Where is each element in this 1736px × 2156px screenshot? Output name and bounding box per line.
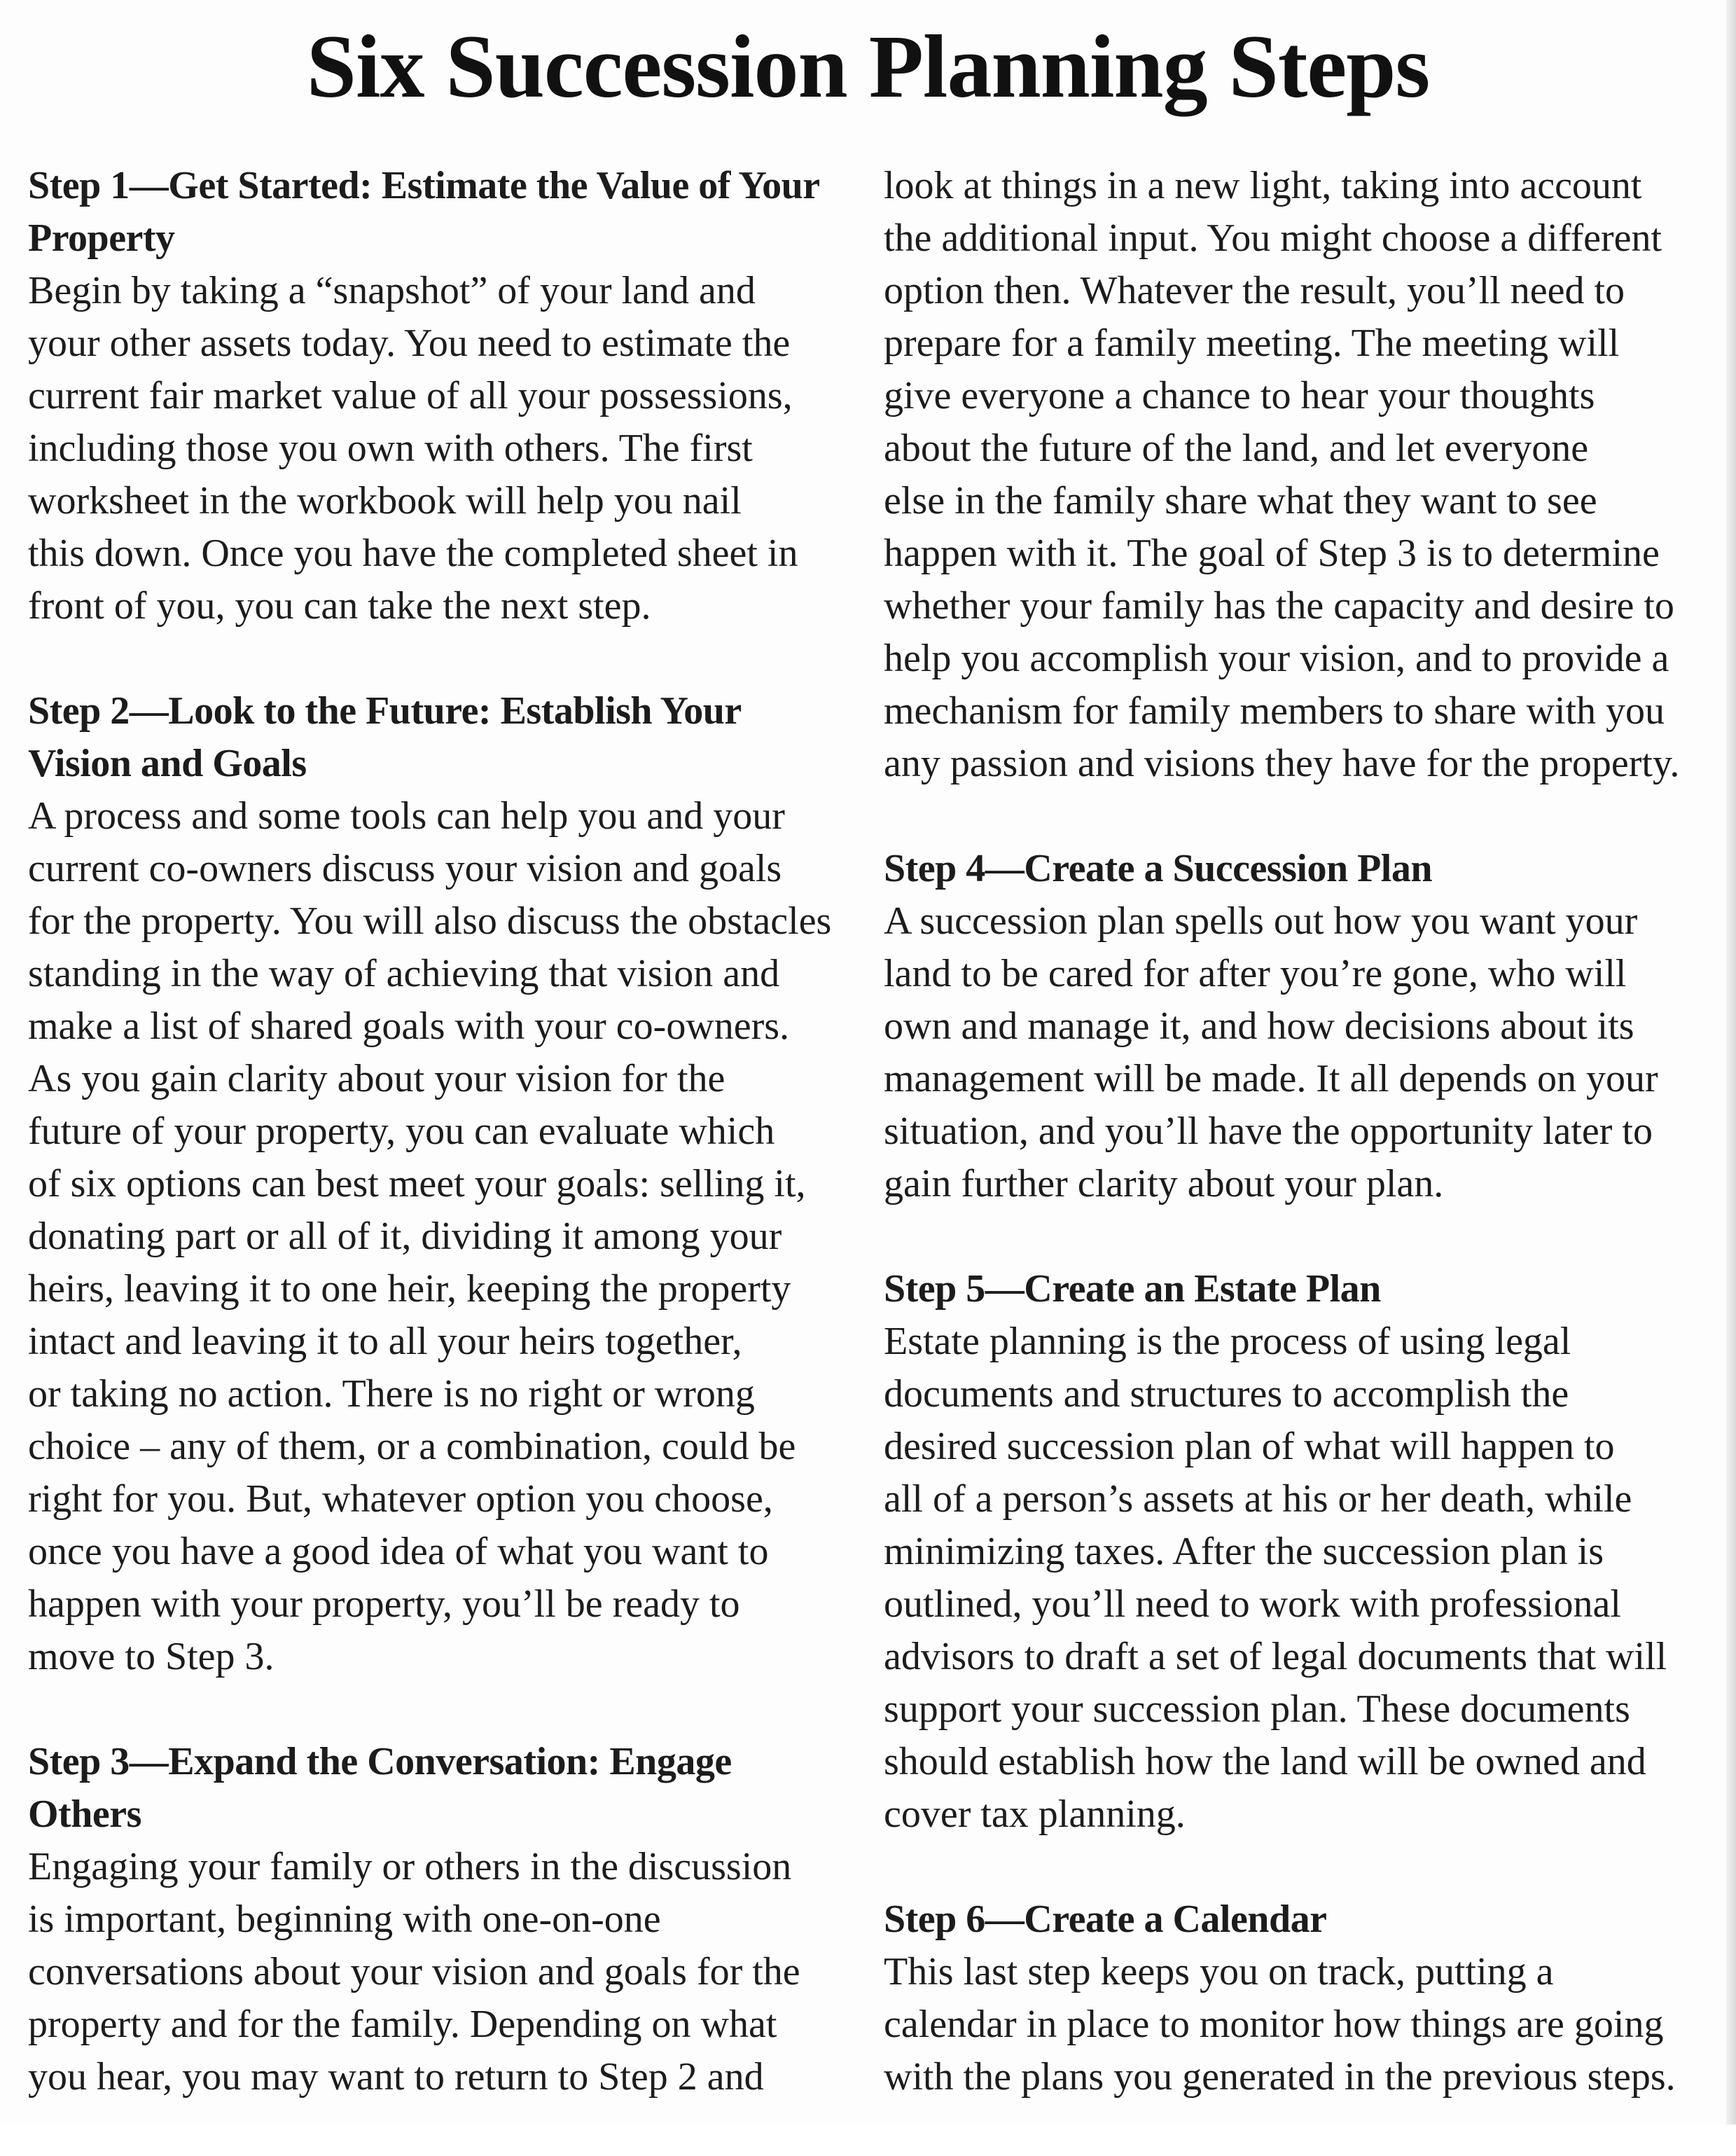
- body-line: standing in the way of achieving that vision and: [28, 952, 780, 995]
- heading-line: Property: [28, 216, 175, 260]
- body-line: give everyone a chance to hear your thoughts: [884, 374, 1595, 417]
- page-title: Six Succession Planning Steps: [306, 17, 1430, 116]
- body-line: option then. Whatever the result, you’ll need to: [884, 269, 1625, 312]
- heading-line: Step 4—Create a Succession Plan: [884, 847, 1432, 890]
- body-line: make a list of shared goals with your co-owners.: [28, 1004, 790, 1048]
- body-line: management will be made. It all depends on your: [884, 1057, 1658, 1100]
- body-line: property and for the family. Depending on what: [28, 2003, 777, 2046]
- body-line: mechanism for family members to share with you: [884, 689, 1665, 733]
- body-line: your other assets today. You need to estimate the: [28, 322, 791, 365]
- heading-line: Step 3—Expand the Conversation: Engage: [28, 1740, 732, 1783]
- body-line: heirs, leaving it to one heir, keeping the property: [28, 1267, 791, 1311]
- body-line: look at things in a new light, taking into account: [884, 164, 1642, 207]
- step-5-body: [884, 1315, 1710, 1841]
- body-line: documents and structures to accomplish the: [884, 1372, 1569, 1416]
- body-line: Engaging your family or others in the discussion: [28, 1845, 792, 1888]
- right-column: [884, 160, 1710, 2156]
- body-line: donating part or all of it, dividing it among your: [28, 1215, 782, 1258]
- step-3-heading: [28, 1736, 868, 1841]
- body-line: conversations about your vision and goals for the: [28, 1950, 800, 1993]
- body-line: front of you, you can take the next step.: [28, 584, 651, 628]
- step-5: [884, 1263, 1710, 1841]
- body-line: advisors to draft a set of legal documents that will: [884, 1635, 1667, 1678]
- body-line: prepare for a family meeting. The meeting will: [884, 322, 1620, 365]
- step-3: [28, 1736, 868, 2103]
- body-line: any passion and visions they have for the property.: [884, 742, 1680, 785]
- step-1-body: [28, 265, 868, 633]
- body-line: As you gain clarity about your vision for the: [28, 1057, 725, 1100]
- step-4: [884, 843, 1710, 1210]
- body-line: right for you. But, whatever option you choose,: [28, 1477, 773, 1521]
- body-line: for the property. You will also discuss the obstacles: [28, 899, 832, 943]
- body-line: A process and some tools can help you and your: [28, 794, 785, 838]
- body-line: support your succession plan. These documents: [884, 1687, 1630, 1731]
- body-line: with the plans you generated in the previous steps.: [884, 2055, 1676, 2099]
- step-3-continued-body: [884, 160, 1710, 790]
- heading-line: Step 2—Look to the Future: Establish Your: [28, 689, 742, 733]
- body-line: situation, and you’ll have the opportunity later to: [884, 1110, 1653, 1153]
- body-line: the additional input. You might choose a different: [884, 216, 1662, 260]
- step-6: [884, 1893, 1710, 2103]
- body-line: choice – any of them, or a combination, could be: [28, 1425, 796, 1468]
- heading-line: Vision and Goals: [28, 742, 307, 785]
- body-line: current fair market value of all your possessions,: [28, 374, 793, 417]
- body-line: desired succession plan of what will happen to: [884, 1425, 1615, 1468]
- body-line: calendar in place to monitor how things are going: [884, 2003, 1664, 2046]
- step-6-body: [884, 1946, 1710, 2103]
- step-3-body: [28, 1841, 868, 2103]
- step-4-heading: [884, 843, 1710, 895]
- body-line: land to be cared for after you’re gone, who will: [884, 952, 1627, 995]
- body-line: Estate planning is the process of using legal: [884, 1320, 1571, 1363]
- body-line: of six options can best meet your goals: selling it,: [28, 1162, 806, 1205]
- step-1-heading: [28, 160, 868, 265]
- body-line: move to Step 3.: [28, 1635, 275, 1678]
- body-line: cover tax planning.: [884, 1792, 1186, 1836]
- step-3-continuation: [884, 160, 1710, 790]
- heading-line: Others: [28, 1792, 141, 1836]
- body-line: outlined, you’ll need to work with professional: [884, 1582, 1621, 1626]
- body-line: intact and leaving it to all your heirs together,: [28, 1320, 742, 1363]
- left-column: [28, 160, 868, 2156]
- step-4-body: [884, 895, 1710, 1210]
- body-line: own and manage it, and how decisions about its: [884, 1004, 1634, 1048]
- body-line: Begin by taking a “snapshot” of your land and: [28, 269, 756, 312]
- heading-line: Step 1—Get Started: Estimate the Value of Your: [28, 164, 820, 207]
- body-line: This last step keeps you on track, putting a: [884, 1950, 1554, 1993]
- body-line: should establish how the land will be owned and: [884, 1740, 1646, 1783]
- body-line: this down. Once you have the completed sheet in: [28, 532, 798, 575]
- body-line: you hear, you may want to return to Step 2 and: [28, 2055, 764, 2099]
- body-line: happen with it. The goal of Step 3 is to determine: [884, 532, 1660, 575]
- body-line: about the future of the land, and let everyone: [884, 427, 1589, 470]
- step-2-heading: [28, 685, 868, 790]
- body-line: worksheet in the workbook will help you nail: [28, 479, 742, 523]
- step-6-heading: [884, 1893, 1710, 1946]
- body-line: including those you own with others. The first: [28, 427, 753, 470]
- body-line: happen with your property, you’ll be ready to: [28, 1582, 740, 1626]
- step-2-body: [28, 790, 868, 1683]
- step-5-heading: [884, 1263, 1710, 1315]
- page-edge-shadow: [1726, 0, 1736, 2124]
- step-2: [28, 685, 868, 1683]
- body-line: or taking no action. There is no right or wrong: [28, 1372, 755, 1416]
- body-line: is important, beginning with one-on-one: [28, 1898, 661, 1941]
- body-line: once you have a good idea of what you want to: [28, 1530, 769, 1573]
- heading-line: Step 5—Create an Estate Plan: [884, 1267, 1381, 1311]
- step-1: [28, 160, 868, 633]
- heading-line: Step 6—Create a Calendar: [884, 1898, 1327, 1941]
- body-line: all of a person’s assets at his or her death, while: [884, 1477, 1632, 1521]
- body-line: gain further clarity about your plan.: [884, 1162, 1444, 1205]
- body-line: A succession plan spells out how you want your: [884, 899, 1638, 943]
- body-line: minimizing taxes. After the succession plan is: [884, 1530, 1604, 1573]
- body-line: whether your family has the capacity and desire to: [884, 584, 1674, 628]
- body-line: else in the family share what they want to see: [884, 479, 1597, 523]
- body-line: future of your property, you can evaluate which: [28, 1110, 775, 1153]
- body-line: current co-owners discuss your vision and goals: [28, 847, 782, 890]
- body-line: help you accomplish your vision, and to provide a: [884, 637, 1669, 680]
